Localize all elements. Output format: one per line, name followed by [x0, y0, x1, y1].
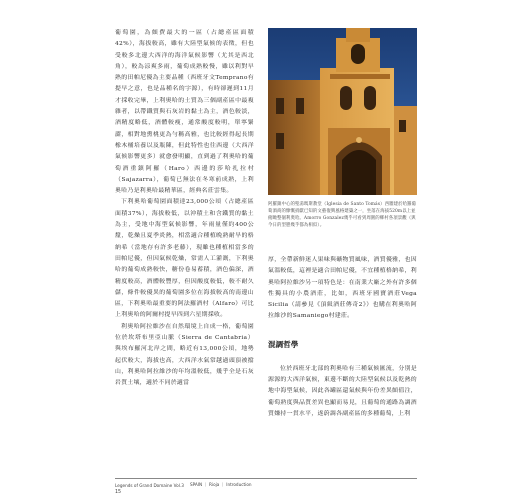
page-footer — [115, 478, 417, 495]
book-title: Legends of Grand Domaine Vol.3 — [115, 482, 184, 488]
section-heading: 混調哲學 — [268, 339, 299, 349]
paragraph: 利奧哈阿拉維沙在自然環境上自成一格，葡萄園位於坎塔布里亞山脈（Sierra de Cantabria）與埃布羅河北岸之間，略近有13,000公頃，地勢起伏較大，海拔也高，大西洋水氣常越過頭頂被擋山，利奧哈阿拉維沙的年均溫較低，幾乎全是石灰岩質土壤，適於不同於適當 — [115, 323, 254, 387]
left-text-column — [115, 28, 254, 390]
footer-rule — [115, 478, 417, 479]
paragraph: 位於西班牙北部的利奧哈有三種氣候匯流，分別是源源的大西洋氣候，東邊不斷的大陸型氣候以及乾熱的地中海型氣候，因此各罐區還氣候與年份差異頗值注，葡萄熟度與品質差異也顯而易見，且葡萄的通路為調酒質嫌持一貫水平，遂蔚調各副產區的多種葡萄，上利 — [268, 365, 417, 417]
section-meta: SPAIN ｜ Rioja ｜ Introduction — [190, 482, 252, 487]
figure — [268, 28, 417, 229]
right-text-column — [268, 255, 417, 420]
page-number: 15 — [115, 490, 122, 495]
paragraph: 葡萄園，為頗費最大的一區（占總產區面積42%），海拔較高，雖有大陸型氣候的表徵，但也受較多北邊大西洋的海洋氣候影響（尤其是西北角），較為涼爽多雨，葡萄成熟較慢，雖以利對早熟的田帕尼優為主要品種（西班牙文Temprano有提早之意，也是品種名的字源），有時卻遲到11月才採收完畢，上利奧哈的土質為三個副產區中最複雜者，以帶鐵質與石灰岩的黏土為主，酒色較淡，酒精度略低，酒體較瘦，通常酸度較明，單寧緊澀，相對地熏桃更為勻稱高雅，也比較經得起長期橡木桶培養以及瓶陳，但此特性也往西邊（大西洋氣候影響更多）就愈發明顯，直到過了利奧哈的葡萄酒重鎮阿羅（Haro）西邊的莎哈扎拉村（Sajazarra），葡萄已無法在冬寒前成熟，上利奧哈乃是利奧哈最精華區，經典名莊雲集。 — [115, 30, 254, 195]
paragraph: 下利奧哈葡萄園面積達23,000公頃（占總產區面積37%），海拔較低，以沖積土和含鐵質的黏土為主，受地中海型氣候影響，年雨量僅約400公釐，乾燥且夏季炎熱，相當適合種植晚熟耐旱的格納希（當地存有許多老藤），現雖也種植相當多的田帕尼優，但因氣候乾燥，常需人工灌溉，下利奧哈的葡萄成熟較快，糖份卷易蓄積，酒色偏深，酒精度較高，酒體較豐厚，但因酸度較低，較不耐久儲，條件較優異的葡萄園多位在海拔較高的南邊山區，下利奧哈最重要的阿法羅酒村（Alfaro）可比上利奧哈的阿爾村提早四到六星期採收。 — [115, 199, 254, 319]
church-photo — [268, 28, 417, 195]
paragraph: 厚，全帶新鮮迷人果味與礦物質風味，酒質優雅，也因氣溫較低，這裡是適合田帕尼優，不宜種植格納希，利奧哈阿拉維沙另一項特色是：在南業大廠之外有許多個性獨具的小農酒莊，比如，西班牙國寶酒莊Vega Sicilia（請參見《頂級酒莊傳奇2》）也購在利奧哈阿拉維沙的Samaniego村建莊。 — [268, 257, 417, 320]
photo-caption: 阿羅鎮中心的聖湯瑪斯教堂（Iglesia de Santo Tomás）西牆建於哈羅葡萄酒商的慷慨捐獻已知的文藝復興風格建築之一，坐落在海拔520m以上並俯瞰整個利奧哈。Amorro Gonzalez幾乎可看到周圍的鄉村各項景觀（與今日的型態幾乎都為相似）。 — [268, 202, 417, 228]
